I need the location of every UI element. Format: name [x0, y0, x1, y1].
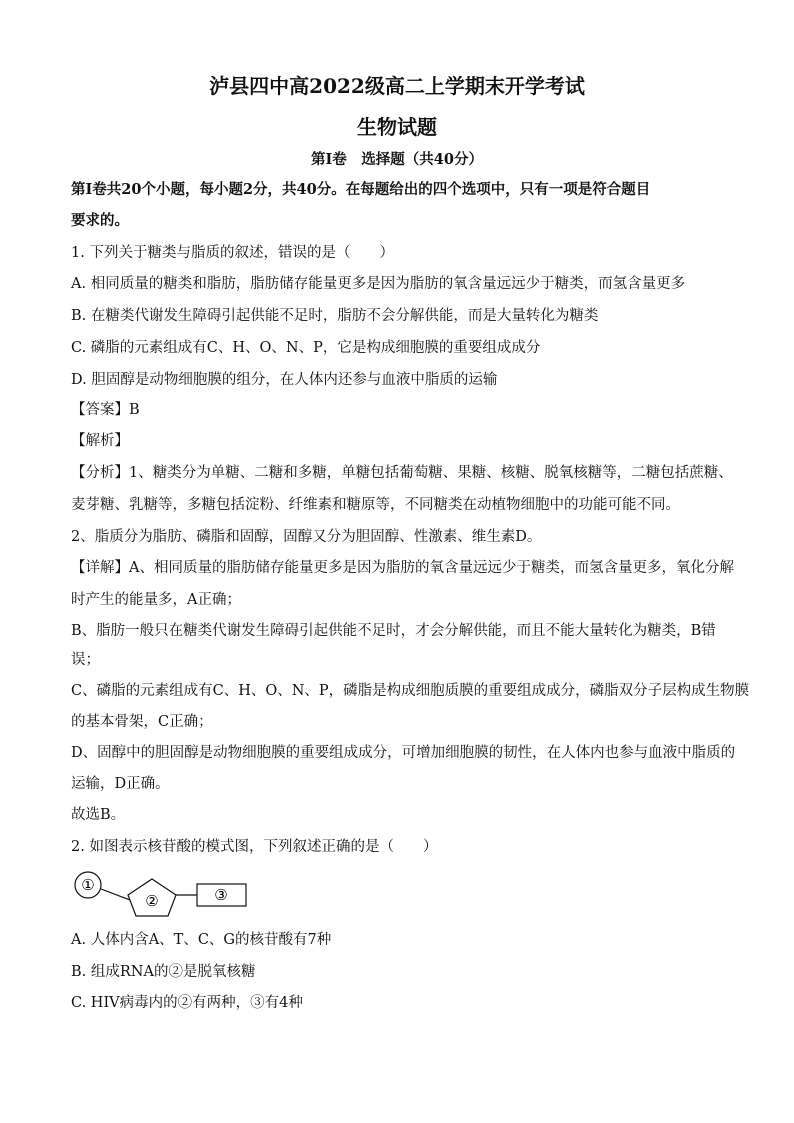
section-heading: 第Ⅰ卷 选择题（共40分）: [311, 151, 483, 168]
analysis-line: 运输，D正确。: [71, 776, 170, 792]
answer-line: 【答案】B: [71, 402, 140, 418]
question-2-option-c: C. HIV病毒内的②有两种，③有4种: [71, 995, 303, 1011]
sugar-label: ②: [145, 892, 159, 910]
question-1-option-b: B. 在糖类代谢发生障碍引起供能不足时，脂肪不会分解供能，而是大量转化为糖类: [71, 308, 599, 324]
analysis-label: 【解析】: [71, 433, 129, 449]
analysis-line: C、磷脂的元素组成有C、H、O、N、P，磷脂是构成细胞质膜的重要组成成分，磷脂双分子层构成生物膜: [71, 683, 750, 699]
question-1-option-d: D. 胆固醇是动物细胞膜的组分，在人体内还参与血液中脂质的运输: [71, 372, 498, 388]
analysis-line: 的基本骨架，C正确；: [71, 714, 213, 730]
base-label: ③: [214, 886, 228, 904]
analysis-line: B、脂肪一般只在糖类代谢发生障碍引起供能不足时，才会分解供能，而且不能大量转化为糖类，B错: [71, 623, 716, 639]
question-2-option-a: A. 人体内含A、T、C、G的核苷酸有7种: [71, 932, 332, 948]
analysis-line: 【分析】1、糖类分为单糖、二糖和多糖，单糖包括葡萄糖、果糖、核糖、脱氧核糖等，二糖包括蔗糖、: [71, 465, 733, 481]
instructions-line: 要求的。: [71, 212, 129, 229]
question-1-option-a: A. 相同质量的糖类和脂肪，脂肪储存能量更多是因为脂肪的氧含量远远少于糖类，而氢含量更多: [71, 276, 686, 292]
phosphate-sugar-bond: [101, 889, 130, 900]
question-1-stem: 1. 下列关于糖类与脂质的叙述，错误的是（ ）: [71, 245, 394, 261]
analysis-line: 误；: [71, 652, 100, 668]
question-2-stem: 2. 如图表示核苷酸的模式图，下列叙述正确的是（ ）: [71, 839, 438, 855]
analysis-line: 时产生的能量多，A正确；: [71, 592, 241, 608]
question-2-option-b: B. 组成RNA的②是脱氧核糖: [71, 964, 256, 980]
instructions-line: 第Ⅰ卷共20个小题，每小题2分，共40分。在每题给出的四个选项中，只有一项是符合题目: [71, 181, 651, 198]
analysis-line: 【详解】A、相同质量的脂肪储存能量更多是因为脂肪的氧含量远远少于糖类，而氢含量更多，氧化分解: [71, 560, 734, 576]
subject-title: 生物试题: [357, 115, 437, 139]
analysis-line: 麦芽糖、乳糖等，多糖包括淀粉、纤维素和糖原等，不同糖类在动植物细胞中的功能可能不同。: [71, 497, 680, 513]
analysis-line: 2、脂质分为脂肪、磷脂和固醇，固醇又分为胆固醇、性激素、维生素D。: [71, 529, 542, 545]
question-1-option-c: C. 磷脂的元素组成有C、H、O、N、P，它是构成细胞膜的重要组成成分: [71, 340, 541, 356]
exam-title: 泸县四中高2022级高二上学期末开学考试: [209, 74, 585, 98]
nucleotide-diagram: [70, 868, 280, 923]
analysis-line: 故选B。: [71, 807, 126, 823]
phosphate-label: ①: [81, 876, 95, 894]
analysis-line: D、固醇中的胆固醇是动物细胞膜的重要组成成分，可增加细胞膜的韧性，在人体内也参与血液中脂质的: [71, 745, 736, 761]
